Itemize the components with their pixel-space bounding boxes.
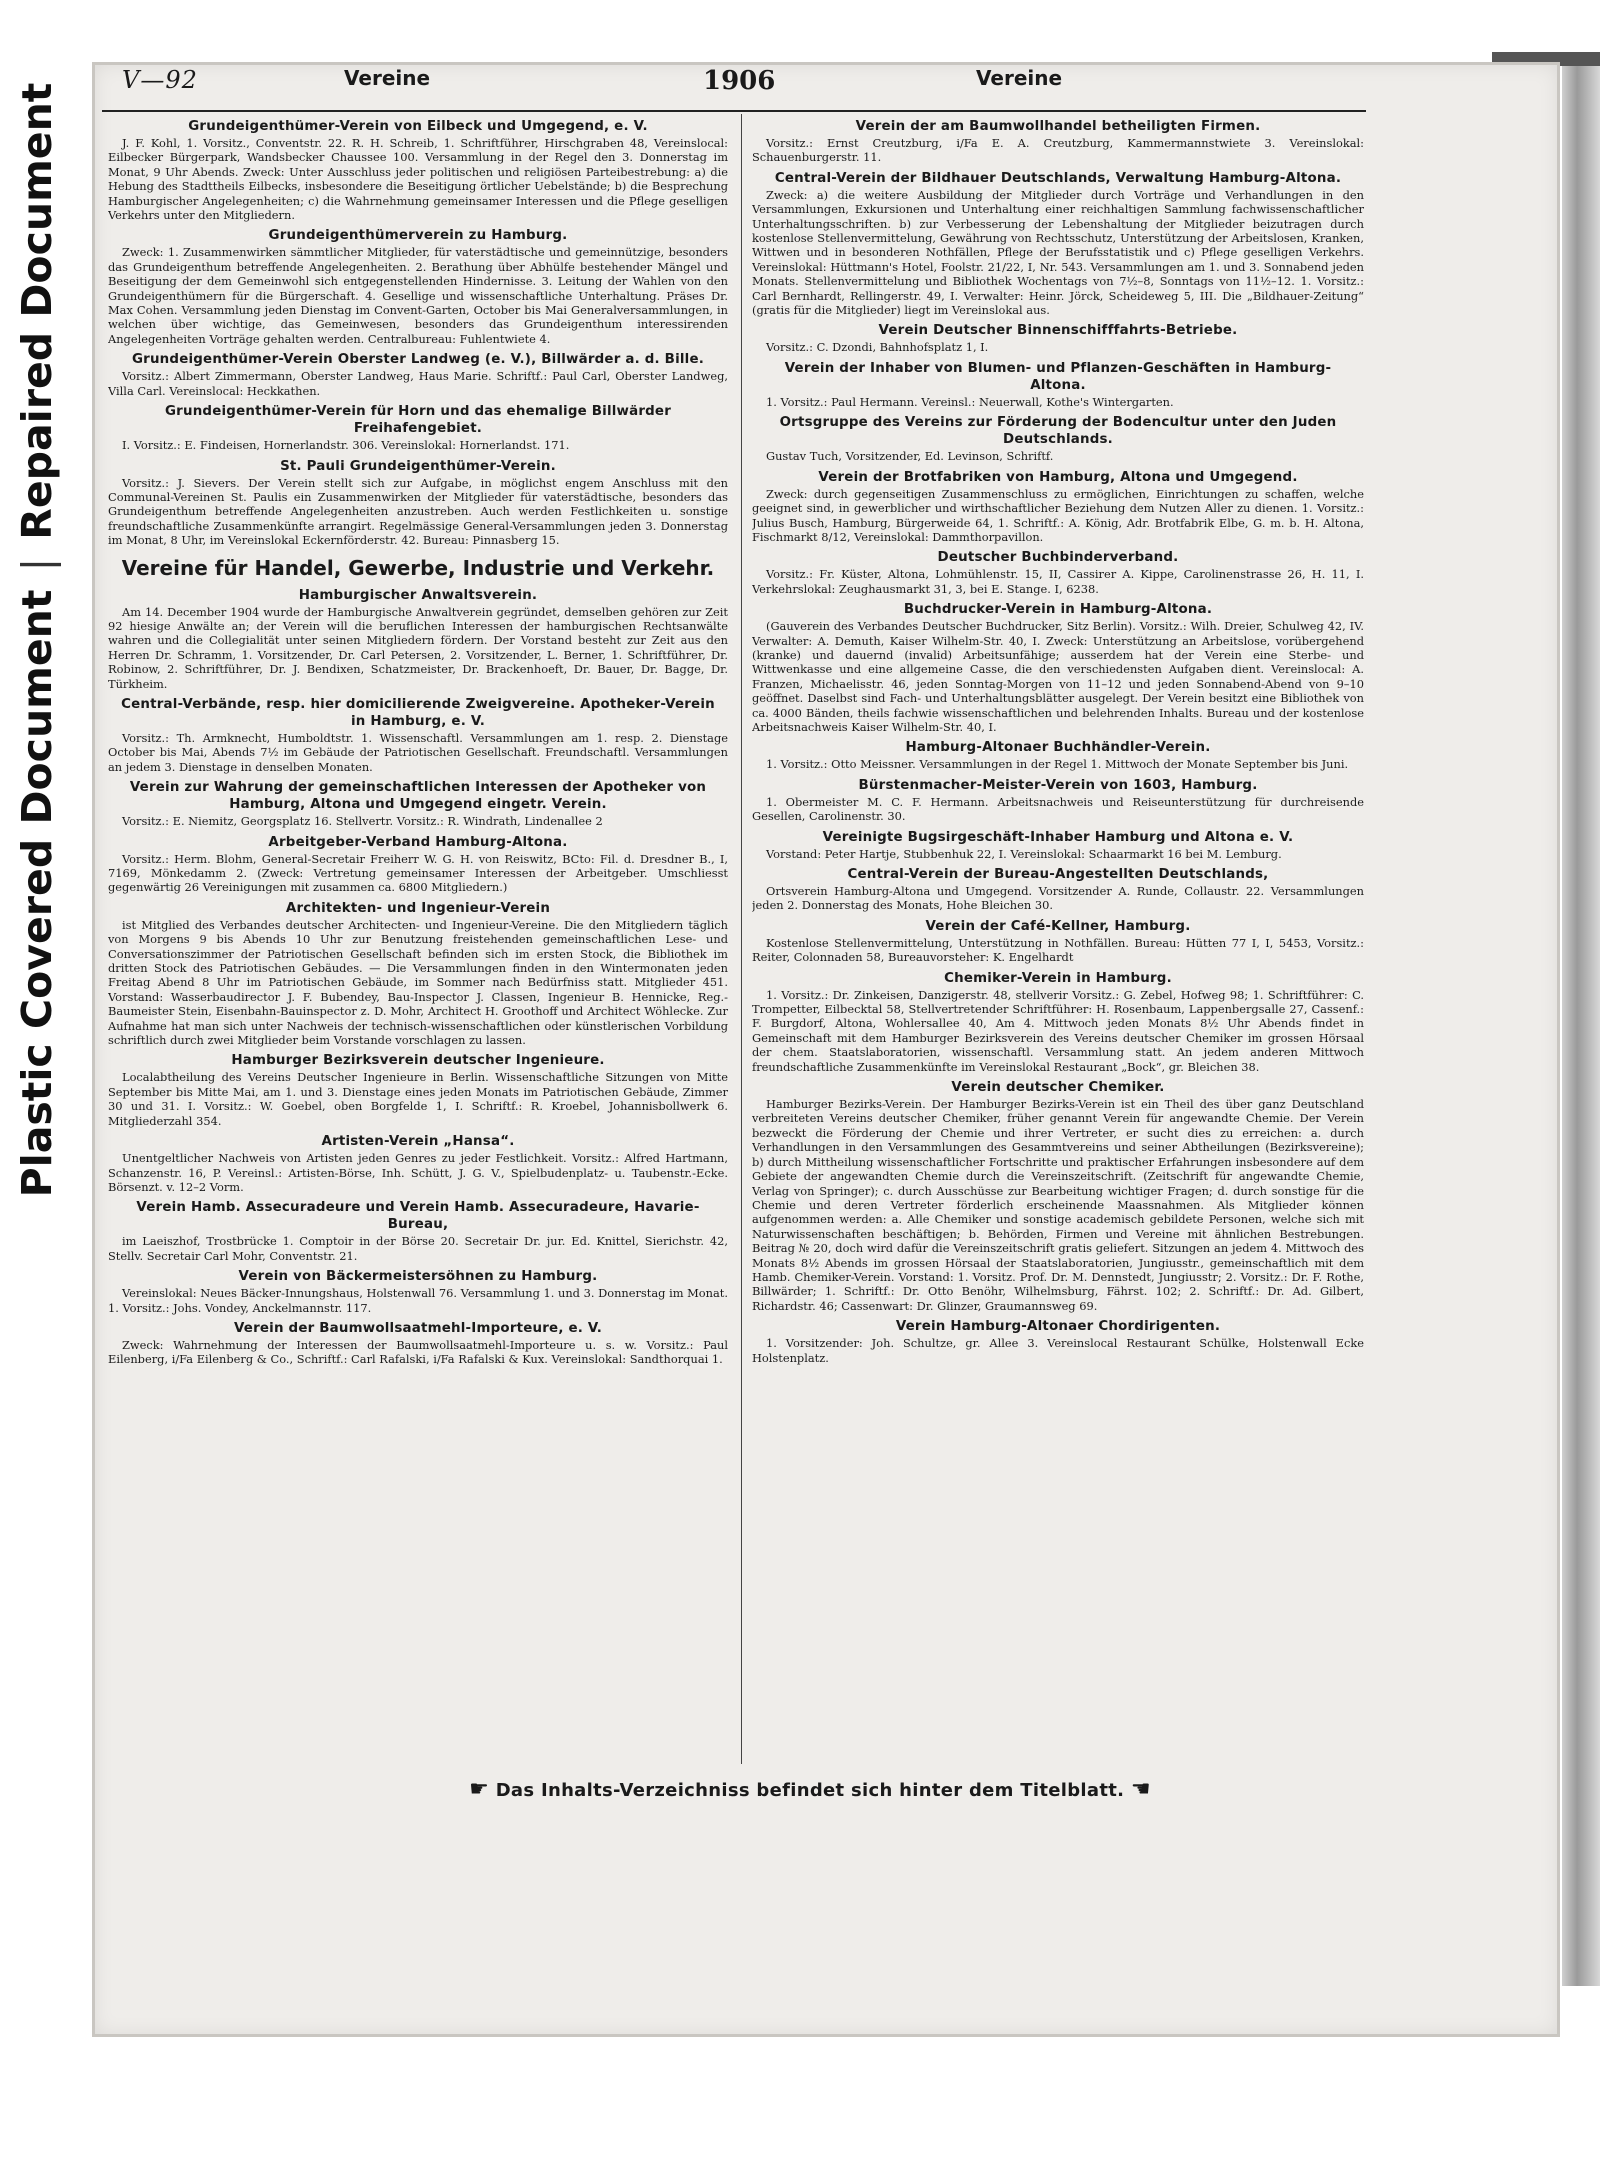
entry-title: Verein der am Baumwollhandel betheiligten Firmen. — [855, 119, 1261, 134]
entry-body: 1. Vorsitzender: Joh. Schultze, gr. Allee 3. Vereinslocal Restaurant Schülke, Holstenwall Ecke Holstenplatz. — [752, 1336, 1364, 1365]
entry-body: Am 14. December 1904 wurde der Hamburgische Anwaltverein gegründet, demselben gehören zur Zeit 92 hiesige Anwälte an; der Verein will die beruflichen Interessen der hamburgischen Rechtsanwälte wahren und die Collegialität unter seinen Mitgliedern fördern. Der Vorstand besteht zur Zeit aus den Herren Dr. Schramm, 1. Vorsitzender, Dr. Carl Petersen, 2. Vorsitzender, L. Berner, 1. Schriftführer, Dr. Robinow, 2. Schriftführer, Dr. J. Bendixen, Schatzmeister, Dr. Brackenhoeft, Dr. Bauer, Dr. Bagge, Dr. Türkheim. — [108, 604, 728, 691]
directory-entry — [108, 351, 728, 398]
entry-body: ist Mitglied des Verbandes deutscher Architecten- und Ingenieur-Vereine. Die den Mitgliedern täglich von Morgens 9 bis Abends 10 Uhr zur Benutzung freistehenden gemeinschaftlichen Lese- und Conversationszimmer der Patriotischen Gesellschaft befinden sich im ersten Stock, die Bibliothek im dritten Stock des Patriotischen Gebäudes. — Die Versammlungen finden in den Wintermonaten jeden Freitag Abend 8 Uhr im Patriotischen Gebäude, im Sommer nach Bedürfniss statt. Mitglieder 451. Vorstand: Wasserbaudirector J. F. Bubendey, Bau-Inspector J. Classen, Ingenieur B. Hennicke, Reg.-Baumeister Stein, Eisenbahn-Bauinspector z. D. Mohr, Architect H. Groothoff und Architect Wöhlecke. Zur Aufnahme hat man sich unter Nachweis der technisch-wissenschaftlichen oder künstlerischen Vorbildung schriftlich durch zwei Mitglieder beim Vorstande vorschlagen zu lassen. — [108, 917, 728, 1048]
page-number: V—92 — [122, 66, 198, 94]
entry-title: Architekten- und Ingenieur-Verein — [285, 900, 551, 916]
directory-entry — [752, 549, 1364, 596]
page-header — [106, 60, 1360, 112]
entry-body: (Gauverein des Verbandes Deutscher Buchdrucker, Sitz Berlin). Vorsitz.: Wilh. Dreier, Schulweg 42, IV. Verwalter: A. Demuth, Kaiser Wilhelm-Str. 40, I. Zweck: Unterstützung an Arbeitslose, vorübergehend (kranke) und dauernd (invalid) Arbeitsunfähige; ausserdem hat der Verein eine Sterbe- und Wittwenkasse und eine allgemeine Casse, die den verschiedensten Aufgaben dient. Vereinslocal: A. Franzen, Michaelisstr. 46, jeden Sonntag-Morgen von 11–12 und jeden Sonnabend-Abend von 9–10 geöffnet. Daselbst sind Fach- und Unterhaltungsblätter ausgelegt. Der Verein besitzt eine Bibliothek von ca. 4000 Bänden, theils fachwie wissenschaftlichen und belehrenden Inhalts. Bureau und der kostenlose Arbeitsnachweis Kaiser Wilhelm-Str. 40, I. — [752, 619, 1364, 734]
directory-entry — [752, 414, 1364, 463]
entry-title: Grundeigenthümer-Verein Oberster Landweg (e. V.), Billwärder a. d. Bille. — [131, 352, 705, 368]
entry-title: Arbeitgeber-Verband Hamburg-Altona. — [268, 834, 568, 850]
entry-title: Verein der Café-Kellner, Hamburg. — [925, 918, 1191, 934]
directory-entry — [752, 322, 1364, 354]
entry-title: Verein Hamburg-Altonaer Chordirigenten. — [895, 1319, 1221, 1335]
entry-body: Zweck: 1. Zusammenwirken sämmtlicher Mitglieder, für vaterstädtische und gemeinnützige, besonders das Grundeigenthum betreffende Angelegenheiten. 2. Berathung über Abhülfe bestehender Mängel und Beseitigung der dem Gemeinwohl sich entgegenstellenden Hindernisse. 3. Leitung der Wahlen von den Grundeigenthümern für die Bürgerschaft. 4. Gesellige und wissenschaftliche Unterhaltung. Präses Dr. Max Cohen. Versammlung jeden Dienstag im Convent-Garten, October bis Mai Generalversammlungen, in welchen über wichtige, das Gemeinwesen, besonders das Grundeigenthum interessirenden Angelegenheiten Vorträge gehalten werden. Centralbureau: Fuhlentwiete 4. — [108, 245, 728, 346]
directory-entry — [752, 777, 1364, 824]
page-footer — [310, 1777, 1310, 1802]
left-column — [108, 118, 728, 1772]
pointing-hand-icon: ☛ — [469, 1777, 490, 1802]
running-head-left: Vereine — [344, 66, 431, 90]
entry-title: Verein der Brotfabriken von Hamburg, Altona und Umgegend. — [818, 469, 1298, 485]
directory-entry — [108, 1052, 728, 1128]
directory-entry — [108, 779, 728, 828]
section-title: Vereine für Handel, Gewerbe, Industrie und Verkehr. — [121, 555, 715, 580]
directory-entry — [108, 587, 728, 691]
entry-body: Vorsitz.: E. Niemitz, Georgsplatz 16. Stellvertr. Vorsitz.: R. Windrath, Lindenallee 2 — [122, 814, 603, 829]
entry-body: Zweck: durch gegenseitigen Zusammenschluss zu ermöglichen, Einrichtungen zu schaffen, welche geeignet sind, in gewerblicher und wirthschaftlicher Beziehung dem Nutzen Aller zu dienen. 1. Vorsitz.: Julius Busch, Hamburg, Bürgerweide 64, 1. Schriftf.: A. König, Adr. Brotfabrik Elbe, G. m. b. H. Altona, Fischmarkt 8/12, Vereinslokal: Dammthorpavillon. — [752, 486, 1364, 544]
directory-entry — [108, 900, 728, 1048]
directory-entry — [108, 227, 728, 346]
directory-entry — [108, 118, 728, 222]
directory-entry — [752, 1079, 1364, 1313]
entry-title: Chemiker-Verein in Hamburg. — [944, 970, 1172, 986]
entry-body: J. F. Kohl, 1. Vorsitz., Conventstr. 22. R. H. Schreib, 1. Schriftführer, Hirschgraben 48, Vereinslocal: Eilbecker Bürgerpark, Wandsbecker Chaussee 100. Versammlung in der Regel den 3. Donnerstag im Monat, 9 Uhr Abends. Zweck: Unter Ausschluss jeder politischen und religiösen Parteibestrebung: a) die Hebung des Stadttheils Eilbecks, insbesondere die Beseitigung örtlicher Uebelstände; b) die Besprechung Hamburgischer Angelegenheiten; c) die Wahrnehmung gemeinsamer Interessen und die Pflege geselligen Verkehrs unter den Mitgliedern. — [108, 136, 728, 223]
entry-body: Vorsitz.: J. Sievers. Der Verein stellt sich zur Aufgabe, in möglichst engem Anschluss mit den Communal-Vereinen St. Paulis ein Zusammenwirken der Mitglieder für vaterstädtische, besonders das Grundeigenthum betreffende Angelegenheiten anzustreben. Auch werden Festlichkeiten u. sonstige freundschaftliche Zusammenkünfte arrangirt. Regelmässige General-Versammlungen jeden 3. Donnerstag im Monat, 8 Uhr, im Vereinslokal Eckernförderstr. 42. Bureau: Pinnasberg 15. — [108, 475, 728, 548]
entry-body: 1. Obermeister M. C. F. Hermann. Arbeitsnachweis und Reiseunterstützung für durchreisende Gesellen, Carolinenstr. 30. — [752, 794, 1364, 824]
entry-body: 1. Vorsitz.: Otto Meissner. Versammlungen in der Regel 1. Mittwoch der Monate September bis Juni. — [766, 757, 1349, 772]
entry-body: Ortsverein Hamburg-Altona und Umgegend. Vorsitzender A. Runde, Collaustr. 22. Versammlungen jeden 2. Donnerstag des Monats, Hohe Bleichen 30. — [752, 884, 1364, 913]
directory-entry — [108, 1133, 728, 1194]
entry-title: Central-Verbände, resp. hier domicilierende Zweigvereine. Apotheker-Verein in Hamburg, e. V. — [121, 696, 715, 729]
directory-entry — [108, 834, 728, 895]
side-label-text — [13, 83, 61, 1198]
entry-title: Grundeigenthümer-Verein für Horn und das ehemalige Billwärder Freihafengebiet. — [164, 404, 672, 437]
entry-body: Zweck: a) die weitere Ausbildung der Mitglieder durch Vorträge und Verhandlungen in den Versammlungen, Exkursionen und Unterhaltung einer reichhaltigen Sammlung fachwissenschaftlicher Unterhaltungsschriften. b) zur Verbesserung der Lebenshaltung der Mitglieder beizutragen durch kostenlose Stellenvermittelung, Gewährung von Rechtsschutz, Unterstützung der Arbeitslosen, Kranken, Wittwen und in besonderen Nothfällen, Pflege der Berufsstatistik und c) Pflege geselligen Verkehrs. Vereinslokal: Hüttmann's Hotel, Foolstr. 21/22, I, Nr. 543. Versammlungen am 1. und 3. Sonnabend jeden Monats. Stellenvermittelung und Bibliothek Wochentags von 7½–8, Sonntags von 11½–12. 1. Vorsitz.: Carl Bernhardt, Rellingerstr. 49, I. Verwalter: Heinr. Jörck, Scheideweg 5, III. Die „Bildhauer-Zeitung“ (gratis für die Mitglieder) liegt im Vereinslokal aus. — [752, 187, 1364, 318]
entry-title: St. Pauli Grundeigenthümer-Verein. — [280, 458, 556, 474]
column-rule — [741, 114, 742, 1764]
entry-title: Deutscher Buchbinderverband. — [937, 550, 1179, 566]
entry-body: Gustav Tuch, Vorsitzender, Ed. Levinson, Schriftf. — [766, 449, 1054, 464]
directory-entry — [108, 696, 728, 774]
entry-body: im Laeiszhof, Trostbrücke 1. Comptoir in der Börse 20. Secretair Dr. jur. Ed. Knittel, Sierichstr. 42, Stellv. Secretair Carl Mohr, Conventstr. 21. — [108, 1234, 728, 1263]
entry-body: Vorstand: Peter Hartje, Stubbenhuk 22, I. Vereinslokal: Schaarmarkt 16 bei M. Lemburg. — [766, 846, 1282, 861]
directory-entry — [752, 118, 1364, 165]
directory-entry — [752, 739, 1364, 771]
entry-body: I. Vorsitz.: E. Findeisen, Hornerlandstr. 306. Vereinslokal: Hornerlandst. 171. — [122, 438, 570, 453]
entry-body: Vorsitz.: C. Dzondi, Bahnhofsplatz 1, I. — [766, 340, 989, 355]
entry-title: Verein Deutscher Binnenschifffahrts-Betriebe. — [878, 323, 1238, 339]
entry-title: Hamburgischer Anwaltsverein. — [298, 587, 538, 603]
directory-entry — [752, 829, 1364, 861]
side-label-first: Plastic Covered Document — [13, 589, 61, 1198]
entry-body: 1. Vorsitz.: Dr. Zinkeisen, Danzigerstr. 48, stellverir Vorsitz.: G. Zebel, Hofweg 98; 1. Schriftführer: C. Trompetter, Eilbecktal 58, Stellvertretender Schriftführer: H. Rosenbaum, Lappenbergsalle 27, Cassenf.: F. Burgdorf, Altona, Wohlersallee 40, Am 4. Mittwoch jeden Monats 8½ Uhr Abends findet in Gemeinschaft mit dem Hamburger Bezirksverein des Vereins deutscher Chemiker im grossen Hörsaal der chem. Staatslaboratorien, wissenschaftl. Versammlung statt. An jedem anderen Mittwoch freundschaftliche Zusammenkünfte im Vereinslokal Restaurant „Bock“, gr. Bleichen 38. — [752, 987, 1364, 1074]
directory-entry — [752, 601, 1364, 734]
entry-title: Verein von Bäckermeistersöhnen zu Hamburg. — [238, 1269, 598, 1285]
entry-title: Vereinigte Bugsirgeschäft-Inhaber Hamburg und Altona e. V. — [822, 829, 1294, 845]
entry-title: Hamburger Bezirksverein deutscher Ingenieure. — [231, 1053, 605, 1069]
entry-body: Unentgeltlicher Nachweis von Artisten jeden Genres zu jeder Festlichkeit. Vorsitz.: Alfred Hartmann, Schanzenstr. 16, P. Vereinsl.: Artisten-Börse, Inh. Schütt, J. G. V., Spielbudenplatz- u. Taubenstr.-Ecke. Börsenzt. v. 12–2 Vorm. — [108, 1151, 728, 1194]
side-label — [8, 82, 66, 1198]
entry-body: Zweck: Wahrnehmung der Interessen der Baumwollsaatmehl-Importeure u. s. w. Vorsitz.: Paul Eilenberg, i/Fa Eilenberg & Co., Schriftf.: Carl Rafalski, i/Fa Rafalski & Kux. Vereinslokal: Sandthorquai 1. — [108, 1337, 728, 1367]
entry-title: Bürstenmacher-Meister-Verein von 1603, Hamburg. — [858, 777, 1258, 793]
entry-body: Localabtheilung des Vereins Deutscher Ingenieure in Berlin. Wissenschaftliche Sitzungen von Mitte September bis Mitte Mai, am 1. und 3. Dienstage eines jeden Monats im Patriotischen Gebäude, Zimmer 30 und 31. I. Vorsitz.: W. Goebel, oben Borgfelde 1, I. Schriftf.: R. Kroebel, Johannisbollwerk 6. Mitgliederzahl 354. — [108, 1070, 728, 1128]
entry-title: Verein deutscher Chemiker. — [951, 1080, 1165, 1096]
header-rule — [102, 110, 1366, 112]
entry-title: Central-Verein der Bildhauer Deutschlands, Verwaltung Hamburg-Altona. — [774, 170, 1342, 186]
entry-body: Kostenlose Stellenvermittelung, Unterstützung in Nothfällen. Bureau: Hütten 77 I, I, 5453, Vorsitz.: Reiter, Colonnaden 58, Bureauvorsteher: K. Engelhardt — [752, 935, 1364, 965]
entry-body: Vorsitz.: Th. Armknecht, Humboldtstr. 1. Wissenschaftl. Versammlungen am 1. resp. 2. Dienstage October bis Mai, Abends 7½ im Gebäude der Patriotischen Gesellschaft. Freundschaftl. Versammlungen an jedem 3. Dienstage in denselben Monaten. — [108, 730, 728, 774]
directory-entry — [752, 918, 1364, 965]
entry-title: Hamburg-Altonaer Buchhändler-Verein. — [905, 740, 1211, 756]
directory-entry — [752, 469, 1364, 545]
entry-title: Verein der Inhaber von Blumen- und Pflanzen-Geschäften in Hamburg-Altona. — [784, 360, 1332, 393]
entry-title: Verein der Baumwollsaatmehl-Importeure, e. V. — [233, 1320, 603, 1336]
side-label-separator: | — [13, 557, 61, 572]
entry-title: Artisten-Verein „Hansa“. — [321, 1134, 515, 1150]
directory-entry — [108, 403, 728, 452]
running-head-right: Vereine — [976, 66, 1063, 90]
entry-title: Verein zur Wahrung der gemeinschaftlichen Interessen der Apotheker von Hamburg, Altona und Umgegend eingetr. Verein. — [129, 780, 707, 813]
directory-entry — [108, 458, 728, 548]
entry-body: Vorsitz.: Herm. Blohm, General-Secretair Freiherr W. G. H. von Reiswitz, BCto: Fil. d. Dresdner B., I, 7169, Mönkedamm 2. (Zweck: Vertretung gemeinsamer Interessen der Arbeitgeber. Umschliesst gegenwärtig 26 Vereinigungen mit zusammen ca. 6800 Mitgliedern.) — [108, 851, 728, 895]
directory-entry — [752, 1318, 1364, 1365]
directory-entry — [752, 866, 1364, 913]
directory-entry — [108, 1199, 728, 1263]
entry-title: Grundeigenthümerverein zu Hamburg. — [268, 228, 568, 244]
right-column — [752, 118, 1364, 1706]
directory-entry — [752, 360, 1364, 409]
entry-body: Vorsitz.: Ernst Creutzburg, i/Fa E. A. Creutzburg, Kammermannstwiete 3. Vereinslokal: Schauenburgerstr. 11. — [752, 136, 1364, 165]
pointing-hand-icon: ☚ — [1130, 1777, 1151, 1802]
scan-edge — [1562, 66, 1600, 1986]
entry-title: Ortsgruppe des Vereins zur Förderung der Bodencultur unter den Juden Deutschlands. — [779, 415, 1337, 448]
entry-title: Grundeigenthümer-Verein von Eilbeck und Umgegend, e. V. — [188, 119, 648, 134]
entry-body: Vorsitz.: Albert Zimmermann, Oberster Landweg, Haus Marie. Schriftf.: Paul Carl, Oberster Landweg, Villa Carl. Vereinslocal: Heckkathen. — [108, 369, 728, 398]
directory-entry — [752, 170, 1364, 318]
directory-entry — [752, 970, 1364, 1074]
entry-body: Vereinslokal: Neues Bäcker-Innungshaus, Holstenwall 76. Versammlung 1. und 3. Donnerstag im Monat. 1. Vorsitz.: Johs. Vondey, Anckelmannstr. 117. — [108, 1286, 728, 1315]
entry-title: Central-Verein der Bureau-Angestellten Deutschlands, — [847, 867, 1269, 882]
entry-body: Hamburger Bezirks-Verein. Der Hamburger Bezirks-Verein ist ein Theil des über ganz Deutschland verbreiteten Vereins deutscher Chemiker, früher genannt Verein für angewandte Chemie. Der Verein bezweckt die Förderung der Chemie und ihrer Vertreter, er sucht dies zu erreichen: a. durch Verhandlungen in den Versammlungen des Gesammtvereins und seiner Abtheilungen (Bezirksvereine); b) durch Mittheilung wissenschaftlicher Fortschritte und praktischer Erfahrungen insbesondere auf dem Gebiete der angewandten Chemie durch die Vereinszeitschrift. (Zeitschrift für angewandte Chemie, Verlag von Springer); c. durch Ausschüsse zur Bearbeitung wichtiger Fragen; d. durch sonstige für die Chemie und deren Vertreter förderlich erscheinende Maassnahmen. Als Mitglieder können aufgenommen werden: a. Alle Chemiker und sonstige academisch gebildete Personen, welche sich mit Naturwissenschaften beschäftigen; b. Behörden, Firmen und Vereine mit ähnlichen Bestrebungen. Beitrag № 20, doch wird dafür die Vereinszeitschrift gratis geliefert. Sitzungen an jedem 4. Mittwoch des Monats 8½ Abends im grossen Hörsaal der Staatslaboratorien, Jungiusstr., gemeinschaftlich mit dem Hamb. Chemiker-Verein. Vorstand: 1. Vorsitz. Prof. Dr. M. Dennstedt, Jungiusstr; 2. Vorsitz.: Dr. F. Rothe, Billwärder; 1. Schriftf.: Dr. Otto Benöhr, Wilhelmsburg, Fährst. 102; 2. Schriftf.: Dr. Ad. Gilbert, Richardstr. 46; Cassenwart: Dr. Glinzer, Graumannsweg 69. — [752, 1097, 1364, 1313]
footer-note: Das Inhalts-Verzeichniss befindet sich hinter dem Titelblatt. — [495, 1780, 1125, 1801]
entry-body: 1. Vorsitz.: Paul Hermann. Vereinsl.: Neuerwall, Kothe's Wintergarten. — [766, 394, 1174, 409]
entry-title: Buchdrucker-Verein in Hamburg-Altona. — [903, 602, 1213, 618]
page-year: 1906 — [703, 66, 776, 96]
entry-title: Verein Hamb. Assecuradeure und Verein Hamb. Assecuradeure, Havarie-Bureau, — [136, 1200, 700, 1233]
entry-body: Vorsitz.: Fr. Küster, Altona, Lohmühlenstr. 15, II, Cassirer A. Kippe, Carolinenstrasse 26, H. 11, I. Verkehrslokal: Zeughausmarkt 31, 3, bei E. Stange. I, 6238. — [752, 567, 1364, 596]
directory-entry — [108, 1268, 728, 1315]
side-label-second: Repaired Document — [13, 82, 61, 540]
directory-entry — [108, 1320, 728, 1367]
